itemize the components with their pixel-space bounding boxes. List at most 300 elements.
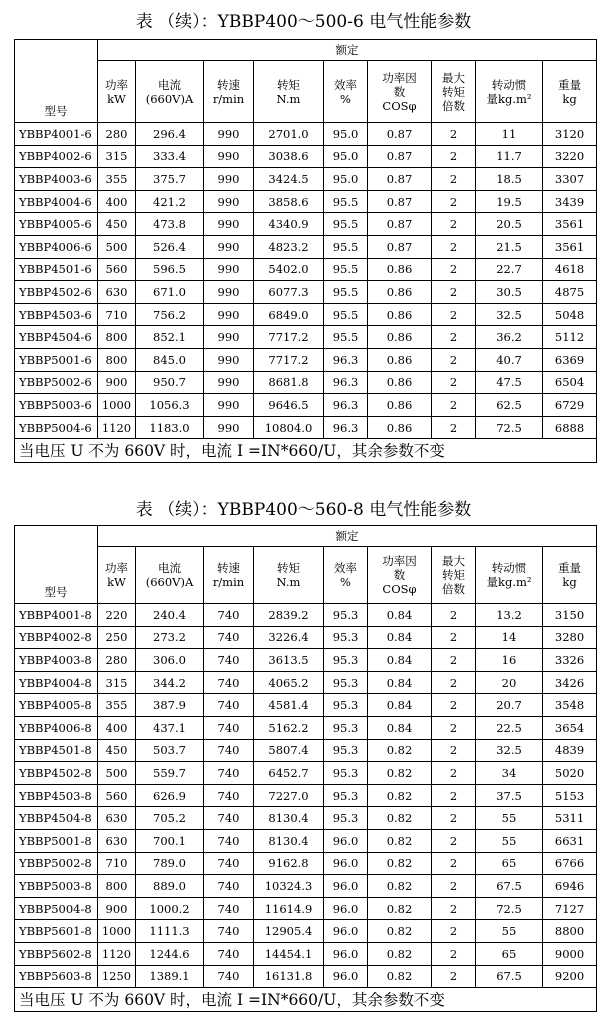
cell-efficiency: 96.0 <box>324 920 368 943</box>
cell-power-factor: 0.87 <box>368 168 432 191</box>
cell-power: 800 <box>98 326 136 349</box>
cell-inertia: 47.5 <box>476 371 543 394</box>
cell-power-factor: 0.86 <box>368 416 432 439</box>
table-row <box>15 852 597 875</box>
cell-current: 387.9 <box>136 694 204 717</box>
cell-current: 333.4 <box>136 145 204 168</box>
cell-current: 789.0 <box>136 852 204 875</box>
cell-model: YBBP4003-8 <box>15 649 98 672</box>
cell-power-factor: 0.84 <box>368 671 432 694</box>
header-current: 电流 (660V)A <box>136 547 204 604</box>
cell-max-torque-ratio: 2 <box>432 303 476 326</box>
cell-power-factor: 0.84 <box>368 649 432 672</box>
cell-torque: 9646.5 <box>254 394 324 417</box>
cell-power: 630 <box>98 829 136 852</box>
cell-inertia: 40.7 <box>476 348 543 371</box>
cell-current: 526.4 <box>136 235 204 258</box>
cell-inertia: 20 <box>476 671 543 694</box>
cell-power: 1000 <box>98 920 136 943</box>
cell-weight: 6766 <box>543 852 597 875</box>
cell-max-torque-ratio: 2 <box>432 258 476 281</box>
cell-power-factor: 0.82 <box>368 965 432 988</box>
cell-model: YBBP5603-8 <box>15 965 98 988</box>
cell-efficiency: 95.5 <box>324 235 368 258</box>
cell-speed: 990 <box>204 213 254 236</box>
cell-power: 315 <box>98 145 136 168</box>
cell-max-torque-ratio: 2 <box>432 897 476 920</box>
cell-efficiency: 95.3 <box>324 807 368 830</box>
table-row <box>15 739 597 762</box>
cell-speed: 740 <box>204 739 254 762</box>
header-inertia: 转动惯 量kg.m² <box>476 547 543 604</box>
cell-power: 500 <box>98 235 136 258</box>
header-weight: 重量 kg <box>543 61 597 123</box>
table-row <box>15 394 597 417</box>
cell-model: YBBP4005-6 <box>15 213 98 236</box>
cell-power-factor: 0.82 <box>368 807 432 830</box>
cell-current: 1389.1 <box>136 965 204 988</box>
cell-inertia: 18.5 <box>476 168 543 191</box>
cell-model: YBBP4004-6 <box>15 190 98 213</box>
cell-model: YBBP4002-6 <box>15 145 98 168</box>
cell-torque: 3858.6 <box>254 190 324 213</box>
cell-inertia: 55 <box>476 920 543 943</box>
cell-power: 800 <box>98 875 136 898</box>
cell-max-torque-ratio: 2 <box>432 942 476 965</box>
cell-speed: 740 <box>204 694 254 717</box>
cell-max-torque-ratio: 2 <box>432 807 476 830</box>
cell-max-torque-ratio: 2 <box>432 762 476 785</box>
cell-max-torque-ratio: 2 <box>432 371 476 394</box>
cell-speed: 740 <box>204 920 254 943</box>
cell-model: YBBP4001-8 <box>15 604 98 627</box>
cell-current: 700.1 <box>136 829 204 852</box>
cell-power: 400 <box>98 190 136 213</box>
cell-max-torque-ratio: 2 <box>432 784 476 807</box>
cell-model: YBBP5601-8 <box>15 920 98 943</box>
cell-torque: 7227.0 <box>254 784 324 807</box>
cell-power-factor: 0.84 <box>368 626 432 649</box>
cell-inertia: 67.5 <box>476 965 543 988</box>
cell-power: 400 <box>98 716 136 739</box>
cell-torque: 8130.4 <box>254 829 324 852</box>
cell-power: 800 <box>98 348 136 371</box>
cell-power-factor: 0.84 <box>368 716 432 739</box>
cell-power-factor: 0.82 <box>368 920 432 943</box>
table-row <box>15 235 597 258</box>
cell-torque: 16131.8 <box>254 965 324 988</box>
cell-model: YBBP5003-8 <box>15 875 98 898</box>
header-power-factor: 功率因 数 COSφ <box>368 61 432 123</box>
cell-inertia: 34 <box>476 762 543 785</box>
cell-weight: 8800 <box>543 920 597 943</box>
cell-current: 1111.3 <box>136 920 204 943</box>
cell-inertia: 13.2 <box>476 604 543 627</box>
cell-weight: 3439 <box>543 190 597 213</box>
cell-weight: 3561 <box>543 213 597 236</box>
cell-model: YBBP5001-8 <box>15 829 98 852</box>
cell-power: 630 <box>98 807 136 830</box>
cell-weight: 5153 <box>543 784 597 807</box>
cell-max-torque-ratio: 2 <box>432 190 476 213</box>
table-row <box>15 649 597 672</box>
cell-current: 437.1 <box>136 716 204 739</box>
cell-efficiency: 95.0 <box>324 168 368 191</box>
cell-power-factor: 0.82 <box>368 852 432 875</box>
table-1-body <box>15 123 597 439</box>
cell-current: 1000.2 <box>136 897 204 920</box>
cell-current: 273.2 <box>136 626 204 649</box>
cell-current: 306.0 <box>136 649 204 672</box>
cell-torque: 7717.2 <box>254 348 324 371</box>
cell-current: 950.7 <box>136 371 204 394</box>
cell-current: 671.0 <box>136 281 204 304</box>
table-row <box>15 671 597 694</box>
cell-speed: 990 <box>204 145 254 168</box>
cell-weight: 3548 <box>543 694 597 717</box>
cell-power: 1250 <box>98 965 136 988</box>
cell-efficiency: 95.3 <box>324 762 368 785</box>
cell-power: 280 <box>98 123 136 146</box>
cell-torque: 5162.2 <box>254 716 324 739</box>
cell-speed: 740 <box>204 784 254 807</box>
header-torque: 转矩 N.m <box>254 547 324 604</box>
cell-current: 845.0 <box>136 348 204 371</box>
cell-max-torque-ratio: 2 <box>432 739 476 762</box>
cell-efficiency: 95.0 <box>324 145 368 168</box>
cell-inertia: 19.5 <box>476 190 543 213</box>
cell-current: 889.0 <box>136 875 204 898</box>
cell-speed: 740 <box>204 965 254 988</box>
cell-inertia: 32.5 <box>476 739 543 762</box>
cell-max-torque-ratio: 2 <box>432 965 476 988</box>
cell-power: 710 <box>98 303 136 326</box>
cell-efficiency: 96.0 <box>324 852 368 875</box>
cell-power-factor: 0.82 <box>368 897 432 920</box>
cell-weight: 3120 <box>543 123 597 146</box>
cell-power-factor: 0.82 <box>368 762 432 785</box>
cell-weight: 3280 <box>543 626 597 649</box>
cell-torque: 6452.7 <box>254 762 324 785</box>
cell-inertia: 67.5 <box>476 875 543 898</box>
cell-model: YBBP4002-8 <box>15 626 98 649</box>
cell-weight: 6888 <box>543 416 597 439</box>
table-row <box>15 604 597 627</box>
cell-inertia: 36.2 <box>476 326 543 349</box>
cell-model: YBBP5002-6 <box>15 371 98 394</box>
cell-efficiency: 96.0 <box>324 875 368 898</box>
cell-power-factor: 0.87 <box>368 123 432 146</box>
header-speed: 转速 r/min <box>204 547 254 604</box>
cell-model: YBBP4503-8 <box>15 784 98 807</box>
cell-power-factor: 0.86 <box>368 326 432 349</box>
cell-current: 756.2 <box>136 303 204 326</box>
cell-model: YBBP4003-6 <box>15 168 98 191</box>
cell-speed: 740 <box>204 716 254 739</box>
table-row <box>15 762 597 785</box>
cell-efficiency: 95.3 <box>324 649 368 672</box>
cell-weight: 4618 <box>543 258 597 281</box>
cell-power: 315 <box>98 671 136 694</box>
cell-inertia: 21.5 <box>476 235 543 258</box>
table-row <box>15 303 597 326</box>
cell-current: 596.5 <box>136 258 204 281</box>
cell-power: 250 <box>98 626 136 649</box>
cell-efficiency: 95.3 <box>324 716 368 739</box>
cell-current: 559.7 <box>136 762 204 785</box>
cell-weight: 6504 <box>543 371 597 394</box>
cell-torque: 10324.3 <box>254 875 324 898</box>
cell-inertia: 16 <box>476 649 543 672</box>
cell-weight: 3654 <box>543 716 597 739</box>
cell-inertia: 32.5 <box>476 303 543 326</box>
cell-efficiency: 95.0 <box>324 123 368 146</box>
cell-power: 710 <box>98 852 136 875</box>
cell-current: 296.4 <box>136 123 204 146</box>
cell-power-factor: 0.86 <box>368 281 432 304</box>
cell-model: YBBP4501-8 <box>15 739 98 762</box>
table-row <box>15 190 597 213</box>
cell-inertia: 62.5 <box>476 394 543 417</box>
cell-current: 705.2 <box>136 807 204 830</box>
cell-max-torque-ratio: 2 <box>432 235 476 258</box>
cell-power: 900 <box>98 897 136 920</box>
cell-efficiency: 95.5 <box>324 258 368 281</box>
cell-inertia: 55 <box>476 829 543 852</box>
cell-power-factor: 0.84 <box>368 604 432 627</box>
cell-power-factor: 0.86 <box>368 348 432 371</box>
cell-max-torque-ratio: 2 <box>432 281 476 304</box>
cell-max-torque-ratio: 2 <box>432 168 476 191</box>
cell-power-factor: 0.86 <box>368 371 432 394</box>
table-1-spec <box>14 39 597 463</box>
cell-efficiency: 95.5 <box>324 326 368 349</box>
cell-current: 344.2 <box>136 671 204 694</box>
table-row <box>15 965 597 988</box>
cell-power: 560 <box>98 784 136 807</box>
cell-inertia: 55 <box>476 807 543 830</box>
cell-current: 1244.6 <box>136 942 204 965</box>
cell-efficiency: 95.3 <box>324 739 368 762</box>
cell-torque: 3613.5 <box>254 649 324 672</box>
table-row <box>15 716 597 739</box>
cell-torque: 5402.0 <box>254 258 324 281</box>
cell-torque: 3038.6 <box>254 145 324 168</box>
cell-speed: 990 <box>204 281 254 304</box>
cell-efficiency: 95.5 <box>324 281 368 304</box>
header-speed: 转速 r/min <box>204 61 254 123</box>
cell-weight: 4839 <box>543 739 597 762</box>
cell-power-factor: 0.86 <box>368 394 432 417</box>
cell-efficiency: 96.3 <box>324 394 368 417</box>
cell-max-torque-ratio: 2 <box>432 394 476 417</box>
cell-power-factor: 0.86 <box>368 258 432 281</box>
cell-efficiency: 96.3 <box>324 371 368 394</box>
cell-model: YBBP5004-8 <box>15 897 98 920</box>
cell-max-torque-ratio: 2 <box>432 920 476 943</box>
table-row <box>15 371 597 394</box>
cell-weight: 5112 <box>543 326 597 349</box>
table-row <box>15 258 597 281</box>
cell-power: 630 <box>98 281 136 304</box>
cell-max-torque-ratio: 2 <box>432 852 476 875</box>
cell-speed: 740 <box>204 897 254 920</box>
cell-torque: 4823.2 <box>254 235 324 258</box>
cell-inertia: 20.5 <box>476 213 543 236</box>
cell-speed: 990 <box>204 348 254 371</box>
header-model: 型号 <box>15 40 98 123</box>
cell-weight: 3426 <box>543 671 597 694</box>
cell-torque: 4065.2 <box>254 671 324 694</box>
cell-speed: 990 <box>204 235 254 258</box>
cell-max-torque-ratio: 2 <box>432 694 476 717</box>
cell-max-torque-ratio: 2 <box>432 829 476 852</box>
cell-power: 220 <box>98 604 136 627</box>
cell-power: 1000 <box>98 394 136 417</box>
cell-inertia: 65 <box>476 852 543 875</box>
cell-weight: 3307 <box>543 168 597 191</box>
cell-weight: 6729 <box>543 394 597 417</box>
table-row <box>15 281 597 304</box>
cell-inertia: 30.5 <box>476 281 543 304</box>
cell-efficiency: 96.0 <box>324 829 368 852</box>
cell-max-torque-ratio: 2 <box>432 875 476 898</box>
cell-speed: 740 <box>204 762 254 785</box>
cell-efficiency: 95.3 <box>324 626 368 649</box>
cell-speed: 740 <box>204 829 254 852</box>
cell-max-torque-ratio: 2 <box>432 213 476 236</box>
cell-torque: 4581.4 <box>254 694 324 717</box>
cell-max-torque-ratio: 2 <box>432 716 476 739</box>
table-row <box>15 942 597 965</box>
header-current: 电流 (660V)A <box>136 61 204 123</box>
cell-inertia: 20.7 <box>476 694 543 717</box>
header-inertia: 转动惯 量kg.m² <box>476 61 543 123</box>
cell-torque: 5807.4 <box>254 739 324 762</box>
header-max-torque: 最大 转矩 倍数 <box>432 547 476 604</box>
cell-speed: 990 <box>204 190 254 213</box>
cell-speed: 740 <box>204 807 254 830</box>
cell-weight: 5020 <box>543 762 597 785</box>
table-row <box>15 416 597 439</box>
cell-model: YBBP4502-8 <box>15 762 98 785</box>
table-row <box>15 326 597 349</box>
cell-efficiency: 96.3 <box>324 348 368 371</box>
cell-weight: 4875 <box>543 281 597 304</box>
table-row <box>15 123 597 146</box>
cell-current: 240.4 <box>136 604 204 627</box>
cell-torque: 8681.8 <box>254 371 324 394</box>
cell-inertia: 11 <box>476 123 543 146</box>
header-weight: 重量 kg <box>543 547 597 604</box>
table-row <box>15 145 597 168</box>
header-power: 功率 kW <box>98 61 136 123</box>
table-2-note: 当电压 U 不为 660V 时，电流 I =IN*660/U，其余参数不变 <box>15 988 597 1012</box>
cell-torque: 9162.8 <box>254 852 324 875</box>
cell-weight: 5048 <box>543 303 597 326</box>
cell-power: 355 <box>98 168 136 191</box>
cell-power-factor: 0.82 <box>368 875 432 898</box>
cell-current: 1183.0 <box>136 416 204 439</box>
cell-power: 1120 <box>98 942 136 965</box>
cell-model: YBBP5602-8 <box>15 942 98 965</box>
cell-power-factor: 0.82 <box>368 784 432 807</box>
cell-speed: 990 <box>204 394 254 417</box>
cell-weight: 6631 <box>543 829 597 852</box>
cell-torque: 6077.3 <box>254 281 324 304</box>
cell-weight: 3561 <box>543 235 597 258</box>
cell-inertia: 37.5 <box>476 784 543 807</box>
cell-weight: 9200 <box>543 965 597 988</box>
cell-power-factor: 0.87 <box>368 190 432 213</box>
cell-power-factor: 0.86 <box>368 303 432 326</box>
cell-model: YBBP4504-8 <box>15 807 98 830</box>
cell-efficiency: 96.0 <box>324 897 368 920</box>
cell-model: YBBP4006-8 <box>15 716 98 739</box>
cell-power: 500 <box>98 762 136 785</box>
table-row <box>15 920 597 943</box>
table-row <box>15 875 597 898</box>
header-efficiency: 效率 % <box>324 61 368 123</box>
cell-max-torque-ratio: 2 <box>432 123 476 146</box>
table-row <box>15 626 597 649</box>
table-1-caption: 表 （续）：YBBP400～500-6 电气性能参数 <box>135 12 472 32</box>
cell-efficiency: 95.3 <box>324 784 368 807</box>
cell-torque: 2839.2 <box>254 604 324 627</box>
cell-inertia: 22.7 <box>476 258 543 281</box>
cell-model: YBBP4004-8 <box>15 671 98 694</box>
cell-inertia: 14 <box>476 626 543 649</box>
cell-weight: 9000 <box>543 942 597 965</box>
cell-model: YBBP4501-6 <box>15 258 98 281</box>
table-row <box>15 784 597 807</box>
table-row <box>15 829 597 852</box>
header-efficiency: 效率 % <box>324 547 368 604</box>
cell-model: YBBP4005-8 <box>15 694 98 717</box>
cell-efficiency: 95.3 <box>324 671 368 694</box>
cell-max-torque-ratio: 2 <box>432 416 476 439</box>
cell-torque: 2701.0 <box>254 123 324 146</box>
header-model: 型号 <box>15 526 98 604</box>
cell-inertia: 65 <box>476 942 543 965</box>
cell-current: 503.7 <box>136 739 204 762</box>
cell-speed: 740 <box>204 649 254 672</box>
cell-efficiency: 95.3 <box>324 694 368 717</box>
cell-max-torque-ratio: 2 <box>432 649 476 672</box>
table-row <box>15 694 597 717</box>
cell-weight: 7127 <box>543 897 597 920</box>
cell-torque: 7717.2 <box>254 326 324 349</box>
cell-power: 450 <box>98 213 136 236</box>
cell-speed: 990 <box>204 258 254 281</box>
cell-max-torque-ratio: 2 <box>432 326 476 349</box>
cell-power-factor: 0.84 <box>368 694 432 717</box>
cell-power: 450 <box>98 739 136 762</box>
cell-max-torque-ratio: 2 <box>432 145 476 168</box>
header-rated: 额定 <box>98 40 597 61</box>
cell-current: 1056.3 <box>136 394 204 417</box>
cell-speed: 740 <box>204 604 254 627</box>
cell-inertia: 11.7 <box>476 145 543 168</box>
cell-weight: 6369 <box>543 348 597 371</box>
cell-power: 355 <box>98 694 136 717</box>
cell-current: 375.7 <box>136 168 204 191</box>
cell-speed: 990 <box>204 416 254 439</box>
cell-max-torque-ratio: 2 <box>432 626 476 649</box>
cell-model: YBBP4502-6 <box>15 281 98 304</box>
cell-inertia: 22.5 <box>476 716 543 739</box>
cell-power-factor: 0.82 <box>368 739 432 762</box>
